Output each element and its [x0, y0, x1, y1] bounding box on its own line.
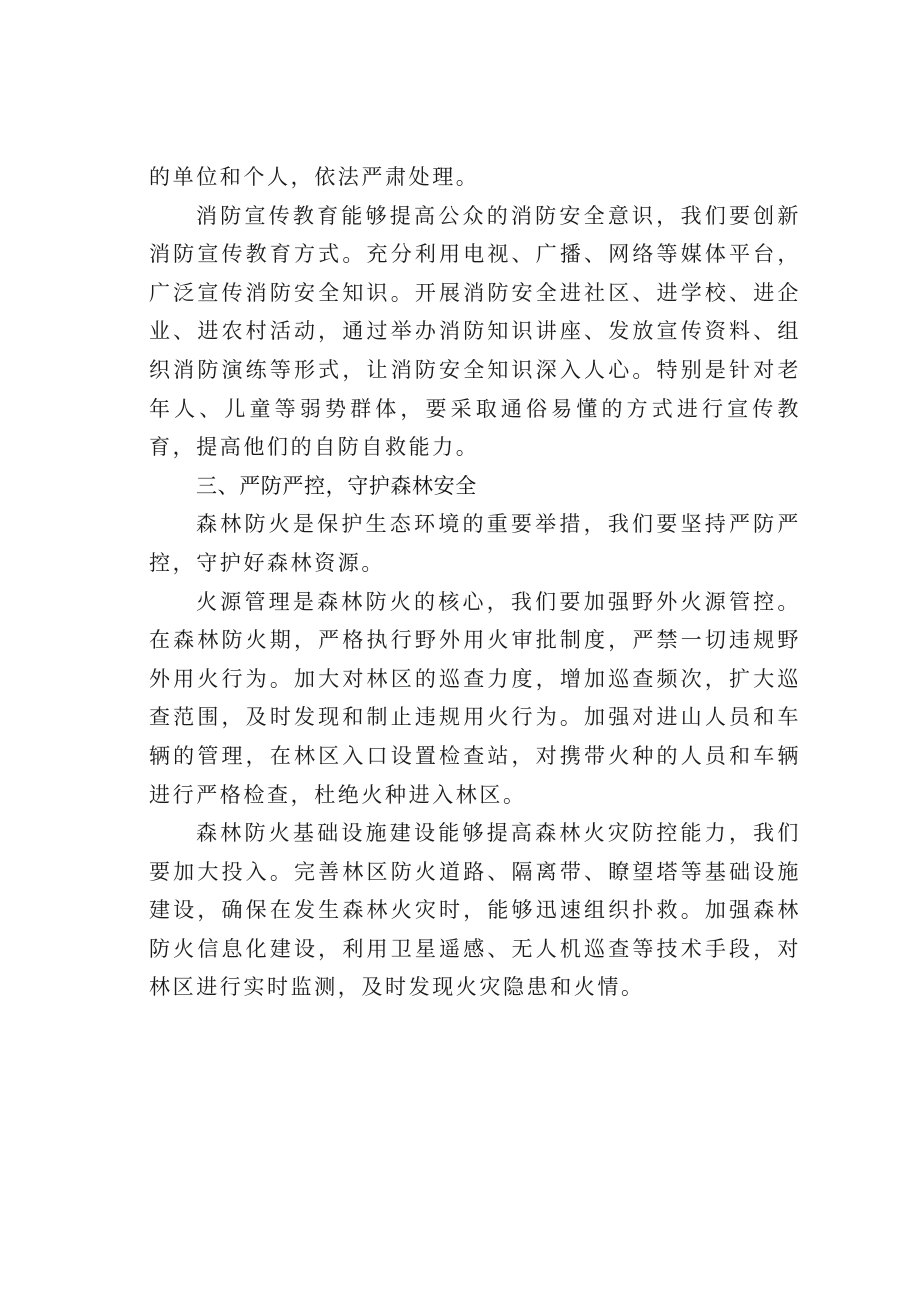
paragraph-infrastructure: 森林防火基础设施建设能够提高森林火灾防控能力，我们要加大投入。完善林区防火道路、隔离带、瞭望塔等基础设施建设，确保在发生森林火灾时，能够迅速组织扑救。加强森林防火信息化建设，利用卫星遥感、无人机巡查等技术手段，对林区进行实时监测，及时发现火灾隐患和火情。 — [149, 821, 801, 1000]
section-heading-forest-safety: 三、严防严控，守护森林安全 — [196, 473, 477, 498]
paragraph-continuation: 的单位和个人，依法严肃处理。 — [149, 165, 480, 189]
paragraph-fire-education: 消防宣传教育能够提高公众的消防安全意识，我们要创新消防宣传教育方式。充分利用电视、广播、网络等媒体平台，广泛宣传消防安全知识。开展消防安全进社区、进学校、进企业、进农村活动，通过举办消防知识讲座、发放宣传资料、组织消防演练等形式，让消防安全知识深入人心。特别是针对老年人、儿童等弱势群体，要采取通俗易懂的方式进行宣传教育，提高他们的自防自救能力。 — [149, 203, 801, 460]
paragraph-fire-source-management: 火源管理是森林防火的核心，我们要加强野外火源管控。在森林防火期，严格执行野外用火审批制度，严禁一切违规野外用火行为。加大对林区的巡查力度，增加巡查频次，扩大巡查范围，及时发现和制止违规用火行为。加强对进山人员和车辆的管理，在林区入口设置检查站，对携带火种的人员和车辆进行严格检查，杜绝火种进入林区。 — [149, 589, 801, 807]
document-body — [149, 158, 801, 1007]
paragraph-forest-fire-intro: 森林防火是保护生态环境的重要举措，我们要坚持严防严控，守护好森林资源。 — [149, 512, 801, 575]
